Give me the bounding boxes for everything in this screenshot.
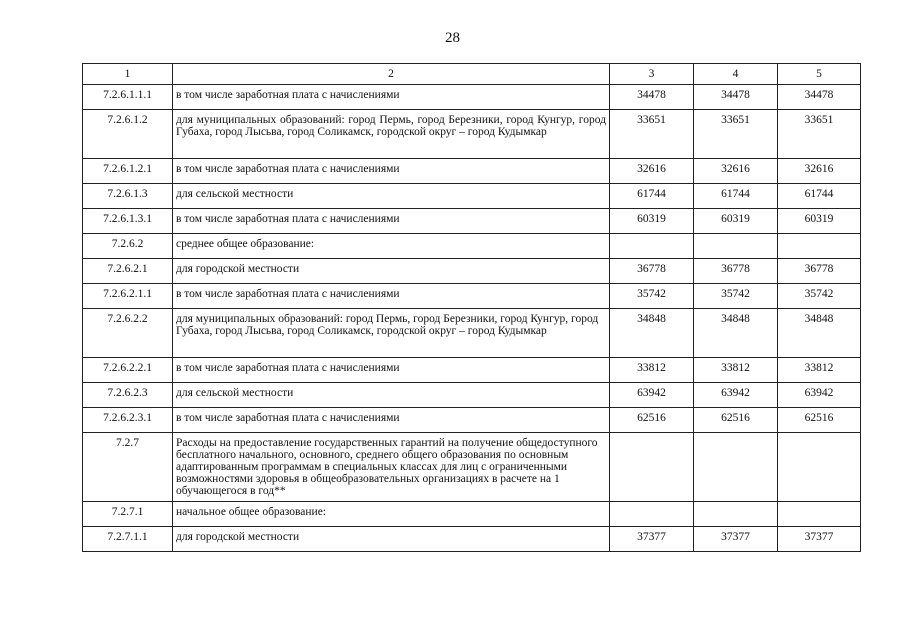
row-code: 7.2.6.2.2.1 <box>83 358 173 383</box>
table-row <box>83 159 861 184</box>
row-value-col3: 61744 <box>610 184 694 209</box>
row-code: 7.2.6.1.3 <box>83 184 173 209</box>
row-code: 7.2.6.2.2 <box>83 309 173 358</box>
row-code: 7.2.6.1.3.1 <box>83 209 173 234</box>
row-code: 7.2.6.2.1.1 <box>83 284 173 309</box>
row-value-col5: 63942 <box>778 383 861 408</box>
row-value-col5: 60319 <box>778 209 861 234</box>
row-value-col5 <box>778 234 861 259</box>
row-value-col3: 62516 <box>610 408 694 433</box>
row-value-col4: 37377 <box>694 527 778 552</box>
row-value-col4: 61744 <box>694 184 778 209</box>
row-value-col4 <box>694 433 778 502</box>
header-col-2: 2 <box>173 64 610 85</box>
row-value-col5 <box>778 433 861 502</box>
row-value-col5: 61744 <box>778 184 861 209</box>
row-value-col3: 34848 <box>610 309 694 358</box>
table-row <box>83 502 861 527</box>
row-code: 7.2.6.2 <box>83 234 173 259</box>
row-name: в том числе заработная плата с начислениями <box>173 358 610 383</box>
row-value-col4: 60319 <box>694 209 778 234</box>
budget-table <box>82 63 861 552</box>
row-name: среднее общее образование: <box>173 234 610 259</box>
table-row <box>83 259 861 284</box>
row-code: 7.2.7.1.1 <box>83 527 173 552</box>
header-col-4: 4 <box>694 64 778 85</box>
row-name: для муниципальных образований: город Пермь, город Березники, город Кунгур, город Губаха, город Лысьва, город Соликамск, городской округ – город Кудымкар <box>173 309 610 358</box>
row-value-col5: 36778 <box>778 259 861 284</box>
row-code: 7.2.6.2.3.1 <box>83 408 173 433</box>
table-row <box>83 85 861 110</box>
row-value-col3: 33651 <box>610 110 694 159</box>
row-name: Расходы на предоставление государственных гарантий на получение общедоступного бесплатного начального, основного, среднего общего образования по основным адаптированным программам в специальных классах для лиц с ограниченными возможностями здоровья в общеобразовательных организациях в расчете на 1 обучающегося в год** <box>173 433 610 502</box>
row-value-col3 <box>610 234 694 259</box>
row-value-col4: 35742 <box>694 284 778 309</box>
row-value-col5: 33651 <box>778 110 861 159</box>
row-code: 7.2.6.1.2 <box>83 110 173 159</box>
table-row <box>83 408 861 433</box>
row-value-col3: 63942 <box>610 383 694 408</box>
row-name: для сельской местности <box>173 184 610 209</box>
row-name: для муниципальных образований: город Пермь, город Березники, город Кунгур, город Губаха, город Лысьва, город Соликамск, городской округ – город Кудымкар <box>173 110 610 159</box>
header-col-3: 3 <box>610 64 694 85</box>
row-code: 7.2.7 <box>83 433 173 502</box>
row-value-col4: 34848 <box>694 309 778 358</box>
row-value-col3: 36778 <box>610 259 694 284</box>
table-row <box>83 284 861 309</box>
table-row <box>83 184 861 209</box>
table-row <box>83 383 861 408</box>
row-value-col3: 60319 <box>610 209 694 234</box>
table-row <box>83 358 861 383</box>
row-name: в том числе заработная плата с начислениями <box>173 408 610 433</box>
row-value-col5: 33812 <box>778 358 861 383</box>
row-code: 7.2.7.1 <box>83 502 173 527</box>
table-row <box>83 209 861 234</box>
row-value-col4 <box>694 502 778 527</box>
row-name: в том числе заработная плата с начислениями <box>173 85 610 110</box>
page-number: 28 <box>445 30 460 46</box>
row-value-col5: 35742 <box>778 284 861 309</box>
row-value-col4: 63942 <box>694 383 778 408</box>
table-row <box>83 433 861 502</box>
row-value-col4: 32616 <box>694 159 778 184</box>
row-value-col3: 33812 <box>610 358 694 383</box>
row-value-col5: 34478 <box>778 85 861 110</box>
row-value-col4: 62516 <box>694 408 778 433</box>
row-value-col4: 34478 <box>694 85 778 110</box>
row-value-col3: 32616 <box>610 159 694 184</box>
row-name: в том числе заработная плата с начислениями <box>173 159 610 184</box>
row-value-col4: 33812 <box>694 358 778 383</box>
header-col-5: 5 <box>778 64 861 85</box>
row-name: для городской местности <box>173 527 610 552</box>
row-name: начальное общее образование: <box>173 502 610 527</box>
table-row <box>83 309 861 358</box>
header-col-1: 1 <box>83 64 173 85</box>
row-value-col5: 62516 <box>778 408 861 433</box>
table-row <box>83 527 861 552</box>
row-value-col5: 34848 <box>778 309 861 358</box>
row-code: 7.2.6.2.3 <box>83 383 173 408</box>
row-value-col4 <box>694 234 778 259</box>
row-value-col5: 37377 <box>778 527 861 552</box>
row-code: 7.2.6.1.2.1 <box>83 159 173 184</box>
table-row <box>83 234 861 259</box>
row-name: для городской местности <box>173 259 610 284</box>
row-value-col3: 35742 <box>610 284 694 309</box>
row-code: 7.2.6.1.1.1 <box>83 85 173 110</box>
row-value-col3: 34478 <box>610 85 694 110</box>
row-value-col3: 37377 <box>610 527 694 552</box>
row-code: 7.2.6.2.1 <box>83 259 173 284</box>
row-value-col3 <box>610 433 694 502</box>
row-value-col3 <box>610 502 694 527</box>
table-header-row <box>83 64 861 85</box>
row-name: для сельской местности <box>173 383 610 408</box>
table-row <box>83 110 861 159</box>
row-name: в том числе заработная плата с начислениями <box>173 209 610 234</box>
row-value-col5: 32616 <box>778 159 861 184</box>
row-value-col4: 33651 <box>694 110 778 159</box>
row-value-col4: 36778 <box>694 259 778 284</box>
row-name: в том числе заработная плата с начислениями <box>173 284 610 309</box>
row-value-col5 <box>778 502 861 527</box>
